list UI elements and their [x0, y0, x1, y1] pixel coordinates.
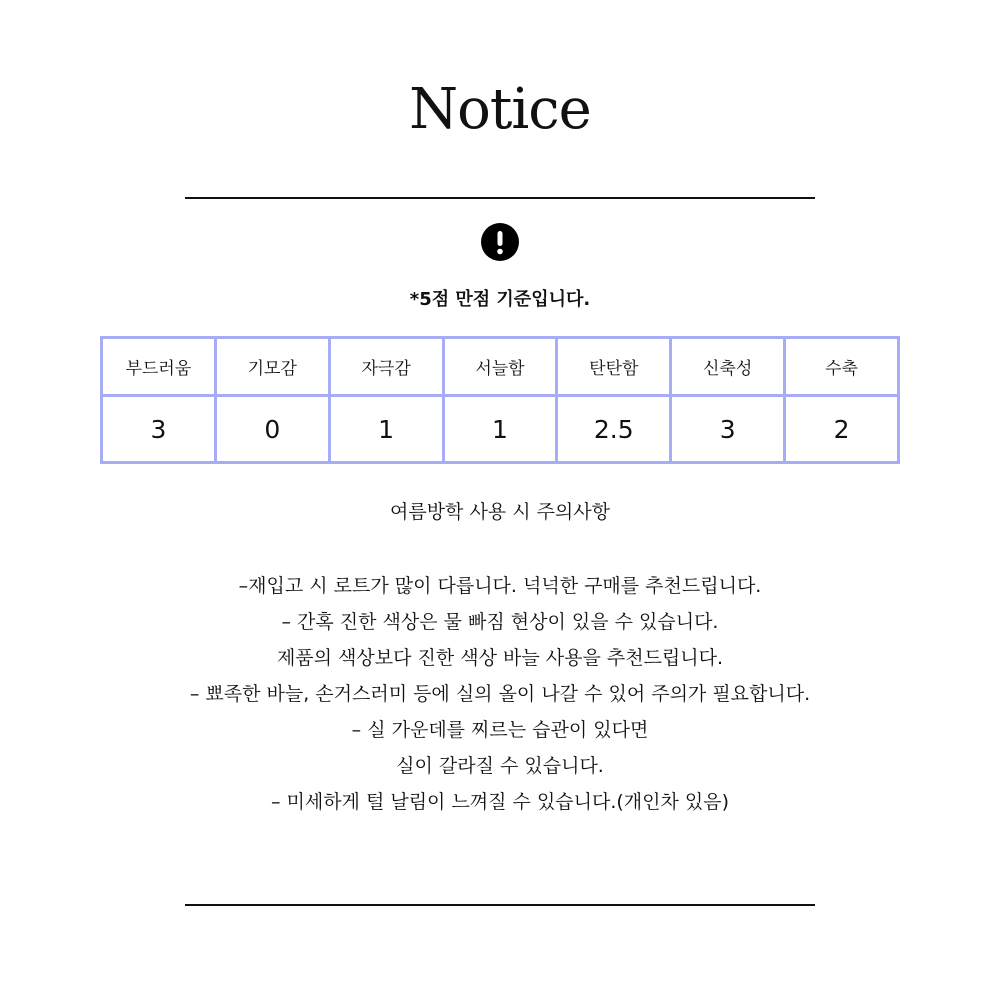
- rating-header-row: [102, 338, 899, 396]
- rating-value-coolness: 1: [443, 396, 557, 463]
- rating-value-fuzziness: 0: [215, 396, 329, 463]
- rating-value-elasticity: 3: [671, 396, 785, 463]
- rating-scale-note: *5점 만점 기준입니다.: [409, 289, 591, 310]
- rating-header-softness: 부드러움: [102, 338, 216, 396]
- rating-header-irritation: 자극감: [329, 338, 443, 396]
- caution-line: 제품의 색상보다 진한 색상 바늘 사용을 추천드립니다.: [276, 647, 724, 669]
- caution-line: – 미세하게 털 날림이 느껴질 수 있습니다.(개인차 있음): [270, 791, 730, 813]
- rating-header-shrinkage: 수축: [785, 338, 899, 396]
- top-divider: [185, 197, 815, 199]
- caution-line: 실이 갈라질 수 있습니다.: [396, 755, 604, 777]
- page-title: Notice: [409, 77, 591, 142]
- caution-line: –재입고 시 로트가 많이 다릅니다. 넉넉한 구매를 추천드립니다.: [238, 575, 762, 597]
- rating-header-fuzziness: 기모감: [215, 338, 329, 396]
- rating-value-row: [102, 396, 899, 463]
- caution-title: 여름방학 사용 시 주의사항: [389, 501, 610, 523]
- rating-header-coolness: 서늘함: [443, 338, 557, 396]
- rating-value-shrinkage: 2: [785, 396, 899, 463]
- exclamation-circle-icon: [481, 223, 519, 261]
- rating-header-elasticity: 신축성: [671, 338, 785, 396]
- caution-line: – 간혹 진한 색상은 물 빠짐 현상이 있을 수 있습니다.: [281, 611, 719, 633]
- caution-list: [0, 568, 1000, 820]
- caution-line: – 실 가운데를 찌르는 습관이 있다면: [351, 719, 649, 741]
- bottom-divider: [185, 904, 815, 906]
- rating-table: [100, 336, 900, 464]
- caution-line: – 뾰족한 바늘, 손거스러미 등에 실의 올이 나갈 수 있어 주의가 필요합니다.: [189, 683, 811, 705]
- rating-value-irritation: 1: [329, 396, 443, 463]
- rating-value-firmness: 2.5: [557, 396, 671, 463]
- rating-header-firmness: 탄탄함: [557, 338, 671, 396]
- rating-value-softness: 3: [102, 396, 216, 463]
